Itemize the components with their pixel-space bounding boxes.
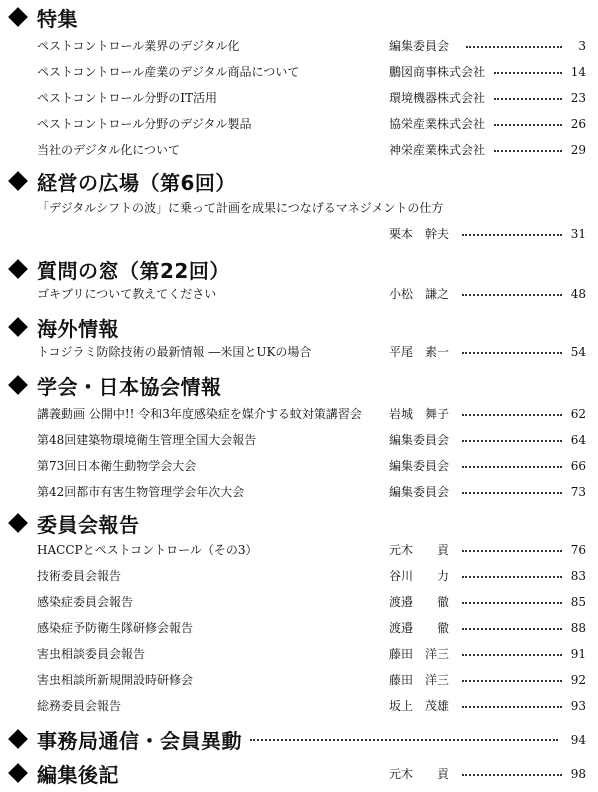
entry-author: 平尾 素一 [389, 345, 450, 359]
dot-leader [462, 576, 562, 578]
entry-title: 害虫相談委員会報告 [37, 647, 146, 661]
entry-title: 感染症予防衛生隊研修会報告 [37, 621, 194, 635]
toc-entry[interactable] [0, 456, 598, 476]
entry-title: 講義動画 公開中!! 令和3年度感染症を媒介する蚊対策講習会 [37, 407, 362, 421]
entry-page: 98 [570, 767, 586, 781]
toc-entry[interactable] [0, 764, 598, 784]
section-page: 94 [570, 733, 586, 747]
entry-author: 元木 貢 [389, 543, 450, 557]
dot-leader [462, 414, 562, 416]
toc-entry-subtitle[interactable] [0, 198, 598, 218]
section-title: 事務局通信・会員異動 [37, 728, 242, 753]
diamond-bullet-icon [8, 317, 28, 337]
section-title: 経営の広場（第6回） [37, 170, 236, 195]
entry-author: 環境機器株式会社 [389, 91, 486, 105]
entry-author: 藤田 洋三 [389, 673, 450, 687]
entry-title: ペストコントロール産業のデジタル商品について [37, 65, 300, 79]
dot-leader [462, 628, 562, 630]
dot-leader [462, 680, 562, 682]
entry-title: 第73回日本衛生動物学会大会 [37, 459, 197, 473]
entry-title: 第42回都市有害生物管理学会年次大会 [37, 485, 245, 499]
entry-author: 渡邉 徹 [389, 595, 450, 609]
diamond-bullet-icon [8, 7, 28, 27]
toc-entry[interactable] [0, 224, 598, 244]
dot-leader [462, 440, 562, 442]
entry-author: 編集委員会 [389, 39, 450, 53]
entry-page: 88 [570, 621, 586, 635]
section-heading [6, 256, 230, 282]
entry-page: 62 [570, 407, 586, 421]
toc-entry[interactable] [0, 140, 598, 160]
toc-entry[interactable] [0, 592, 598, 612]
toc-entry[interactable] [0, 404, 598, 424]
entry-title: 第48回建築物環境衛生管理全国大会報告 [37, 433, 257, 447]
section-title: 質問の窓（第22回） [37, 258, 230, 283]
section-title: 海外情報 [37, 316, 119, 341]
entry-title: ペストコントロール分野のIT活用 [37, 91, 218, 105]
dot-leader [462, 294, 562, 296]
section-heading [6, 726, 242, 752]
entry-author: 神栄産業株式会社 [389, 143, 486, 157]
section-title: 学会・日本協会情報 [37, 374, 222, 399]
entry-page: 85 [570, 595, 586, 609]
entry-title: ペストコントロール分野のデジタル製品 [37, 117, 252, 131]
toc-entry[interactable] [0, 670, 598, 690]
entry-page: 92 [570, 673, 586, 687]
section-title: 特集 [37, 6, 78, 31]
entry-title: 当社のデジタル化について [37, 143, 181, 157]
section-title: 編集後記 [37, 762, 119, 787]
toc-entry[interactable] [0, 644, 598, 664]
toc-entry[interactable] [0, 696, 598, 716]
dot-leader [462, 774, 562, 776]
entry-title: トコジラミ防除技術の最新情報 ―米国とUKの場合 [37, 345, 312, 359]
dot-leader [462, 654, 562, 656]
entry-author: 元木 貢 [389, 767, 450, 781]
entry-title: 害虫相談所新規開設時研修会 [37, 673, 194, 687]
diamond-bullet-icon [8, 513, 28, 533]
diamond-bullet-icon [8, 375, 28, 395]
dot-leader [462, 492, 562, 494]
entry-author: 渡邉 徹 [389, 621, 450, 635]
dot-leader [462, 550, 562, 552]
entry-page: 83 [570, 569, 586, 583]
entry-page: 48 [570, 287, 586, 301]
entry-page: 64 [570, 433, 586, 447]
entry-page: 3 [578, 39, 586, 53]
dot-leader [462, 706, 562, 708]
entry-author: 編集委員会 [389, 433, 450, 447]
entry-page: 23 [570, 91, 586, 105]
dot-leader [462, 234, 562, 236]
toc-entry[interactable] [0, 36, 598, 56]
toc-entry[interactable] [0, 430, 598, 450]
entry-author: 谷川 力 [389, 569, 450, 583]
section-heading [6, 4, 78, 30]
toc-entry[interactable] [0, 62, 598, 82]
diamond-bullet-icon [8, 171, 28, 191]
toc-entry[interactable] [0, 540, 598, 560]
toc-entry[interactable] [0, 566, 598, 586]
dot-leader [494, 124, 562, 126]
diamond-bullet-icon [8, 729, 28, 749]
entry-title: 技術委員会報告 [37, 569, 122, 583]
entry-author: 坂上 茂雄 [389, 699, 450, 713]
entry-page: 26 [570, 117, 586, 131]
entry-page: 14 [570, 65, 586, 79]
diamond-bullet-icon [8, 259, 28, 279]
dot-leader [466, 46, 562, 48]
entry-author: 藤田 洋三 [389, 647, 450, 661]
entry-title: ペストコントロール業界のデジタル化 [37, 39, 240, 53]
toc-entry[interactable] [0, 284, 598, 304]
entry-page: 31 [570, 227, 586, 241]
dot-leader [494, 150, 562, 152]
dot-leader [462, 466, 562, 468]
section-heading [6, 372, 222, 398]
dot-leader [462, 602, 562, 604]
entry-author: 岩城 舞子 [389, 407, 450, 421]
entry-page: 93 [570, 699, 586, 713]
section-title: 委員会報告 [37, 512, 140, 537]
toc-entry[interactable] [0, 342, 598, 362]
dot-leader [250, 739, 558, 741]
dot-leader [494, 98, 562, 100]
dot-leader [494, 72, 562, 74]
entry-author: 鵬図商事株式会社 [389, 65, 486, 79]
toc-entry[interactable] [0, 482, 598, 502]
toc-entry[interactable] [0, 88, 598, 108]
entry-author: 小松 謙之 [389, 287, 450, 301]
entry-author: 栗本 幹夫 [389, 227, 450, 241]
entry-title: 総務委員会報告 [37, 699, 122, 713]
dot-leader [462, 352, 562, 354]
entry-author: 編集委員会 [389, 485, 450, 499]
entry-author: 編集委員会 [389, 459, 450, 473]
section-heading [6, 510, 140, 536]
entry-page: 66 [570, 459, 586, 473]
entry-title: HACCPとペストコントロール（その3） [37, 543, 258, 557]
toc-entry[interactable] [0, 114, 598, 134]
entry-page: 54 [570, 345, 586, 359]
entry-title: ゴキブリについて教えてください [37, 287, 217, 301]
section-heading [6, 314, 119, 340]
entry-page: 91 [570, 647, 586, 661]
entry-page: 73 [570, 485, 586, 499]
entry-title: 感染症委員会報告 [37, 595, 134, 609]
entry-page: 29 [570, 143, 586, 157]
section-heading [6, 168, 236, 194]
toc-entry[interactable] [0, 618, 598, 638]
entry-title: 「デジタルシフトの波」に乗って計画を成果につなげるマネジメントの仕方 [37, 201, 444, 215]
entry-page: 76 [570, 543, 586, 557]
entry-author: 協栄産業株式会社 [389, 117, 486, 131]
